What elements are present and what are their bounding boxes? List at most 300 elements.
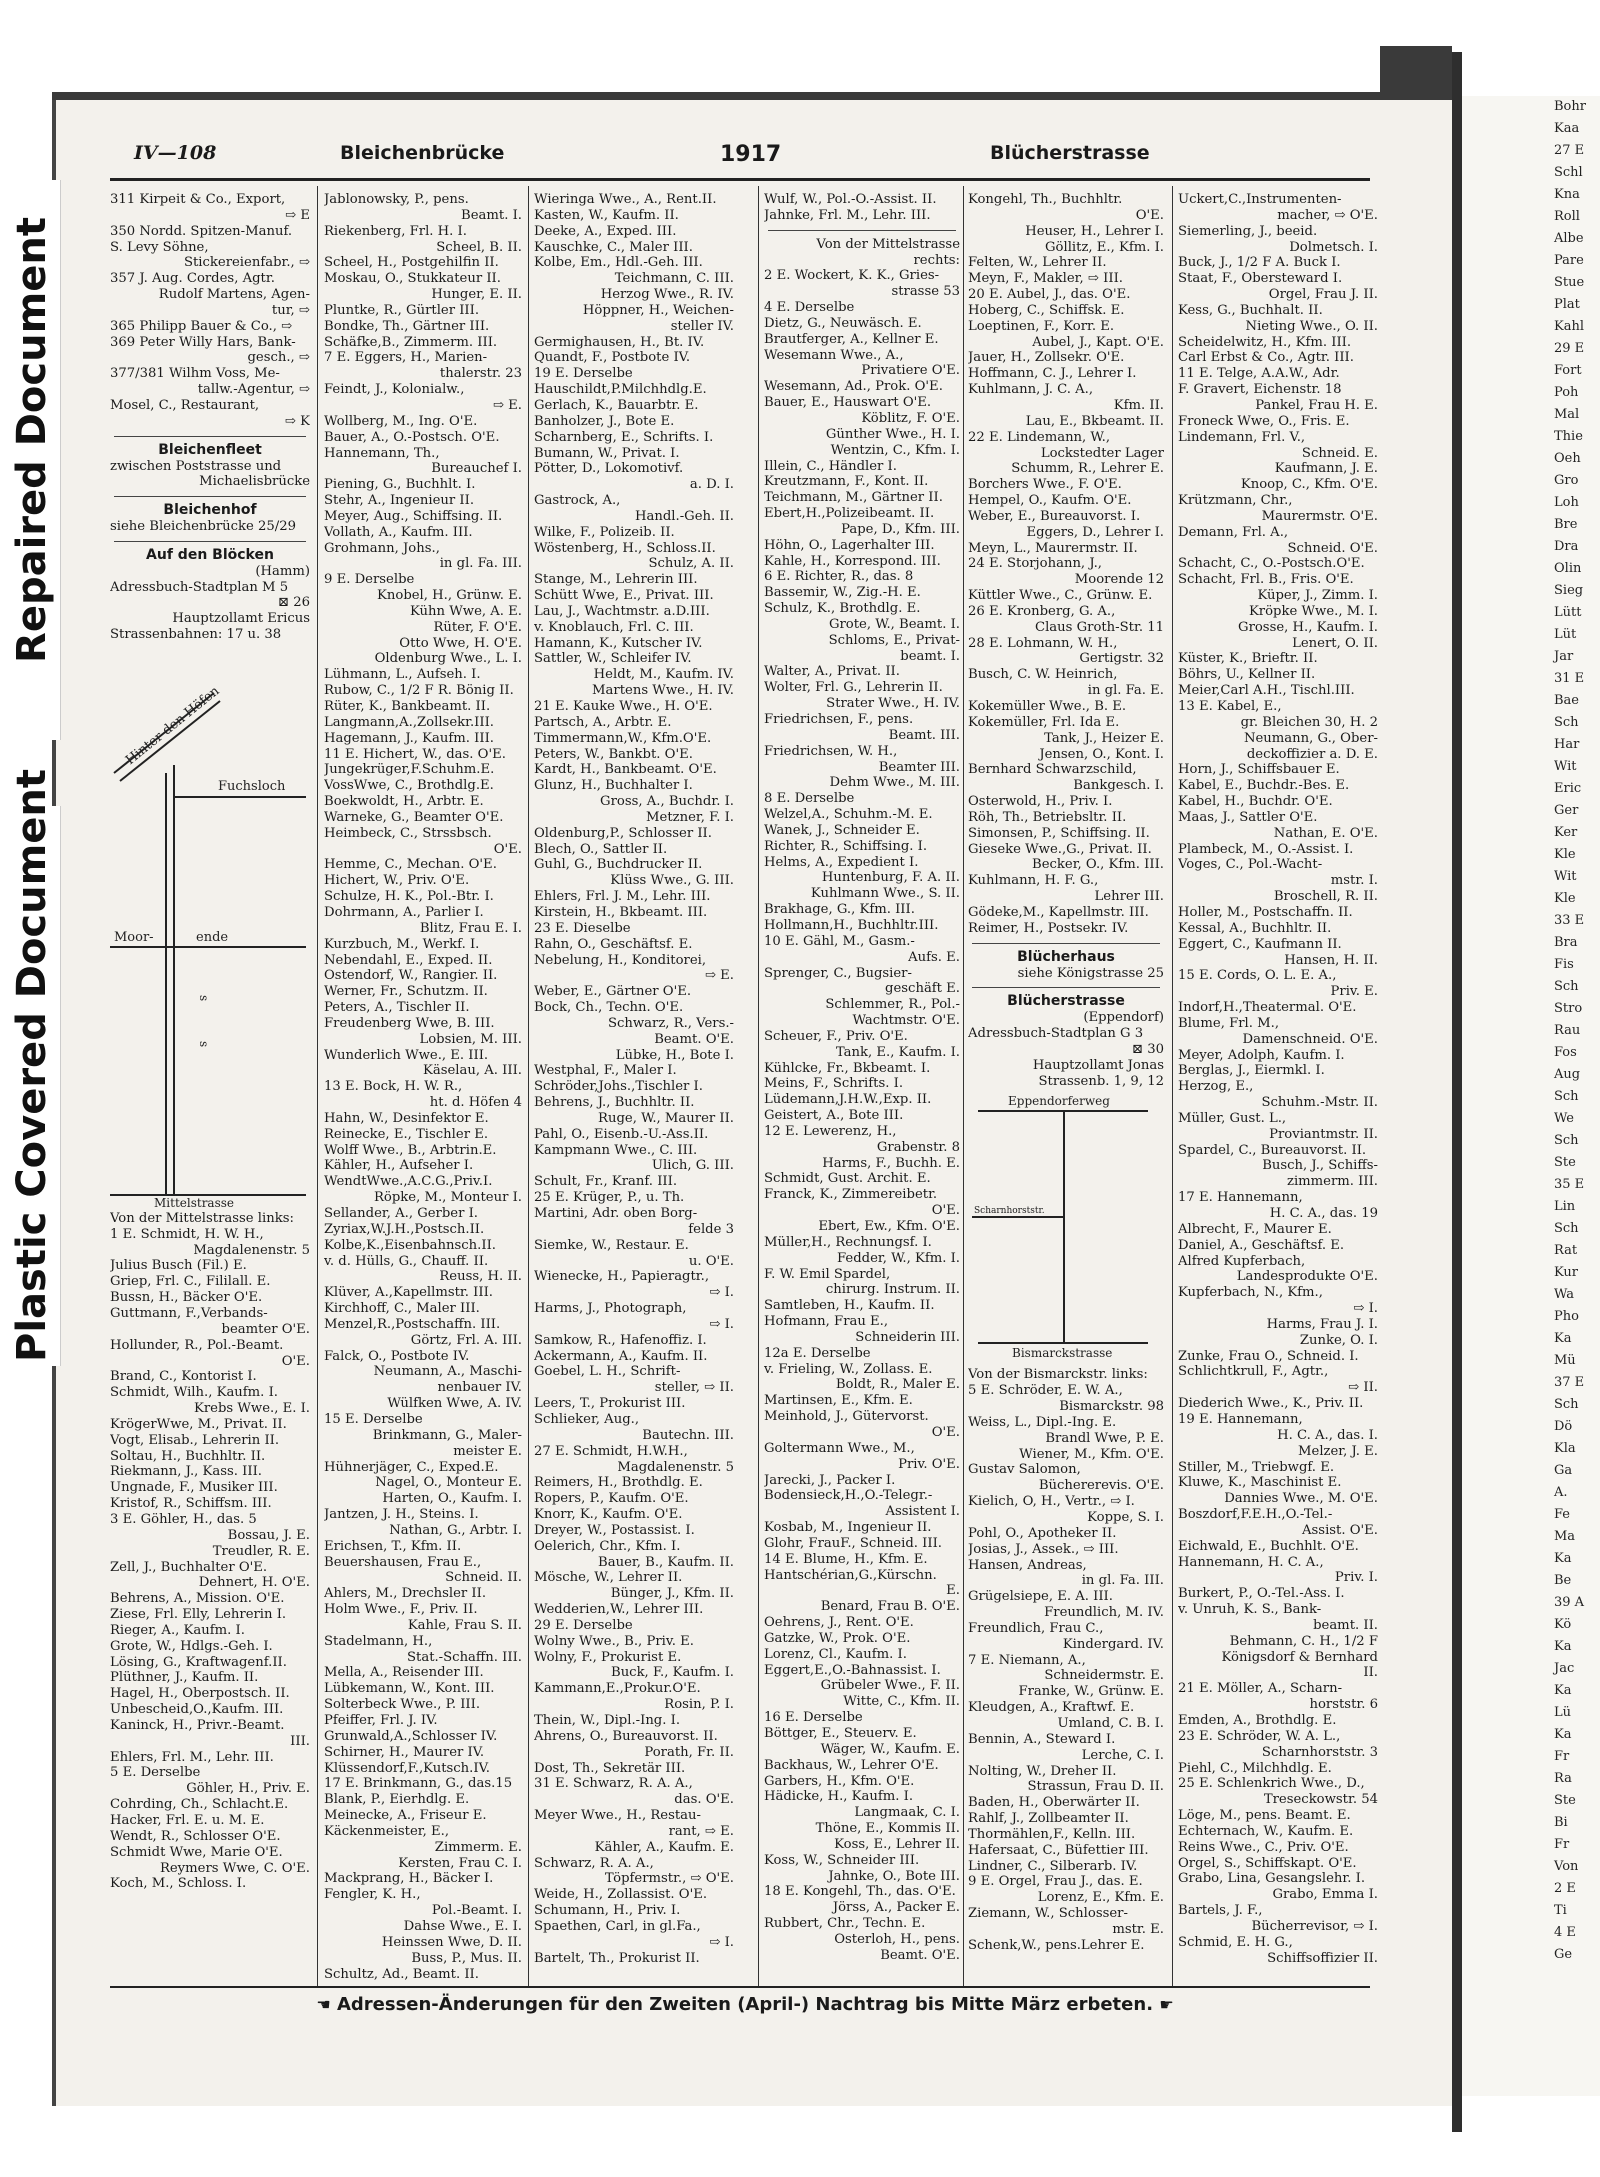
address-entry: Uckert,C.,Instrumenten-	[1178, 192, 1342, 207]
address-entry: 19 E. Derselbe	[534, 366, 633, 382]
address-entry: Bumann, W., Privat. I.	[534, 445, 680, 461]
adjacent-page-fragment: Ste	[1554, 1155, 1576, 1170]
address-entry: 27 E. Schmidt, H.W.H.,	[534, 1443, 688, 1459]
address-entry: Meyer Wwe., H., Restau-	[534, 1808, 701, 1824]
adjacent-page-fragment: Fis	[1554, 957, 1574, 972]
address-entry: Grabo, Emma I.	[1272, 1887, 1378, 1903]
address-entry: tallw.-Agentur, ⇨	[197, 382, 310, 398]
street-name-mittelstrasse: Mittelstrasse	[154, 1195, 234, 1207]
adjacent-page-fragment: Wa	[1554, 1287, 1574, 1302]
address-entry: Bernhard Schwarzschild,	[968, 762, 1137, 778]
address-entry: Kolbe, Em., Hdl.-Geh. III.	[534, 255, 703, 271]
address-entry: Blitz, Frau E. I.	[419, 920, 522, 936]
address-entry: Falck, O., Postbote IV.	[324, 1348, 470, 1364]
address-entry: Schuhm.-Mstr. II.	[1261, 1095, 1378, 1111]
address-entry: Spaethen, Carl, in gl.Fa.,	[534, 1918, 701, 1934]
address-entry: Ebert,H.,Polizeibeamt. II.	[764, 506, 935, 522]
address-entry: 13 E. Bock, H. W. R.,	[324, 1079, 463, 1095]
address-entry: Thöne, E., Kommis II.	[815, 1821, 960, 1837]
address-entry: Schmidt, Gust. Archit. E.	[764, 1171, 931, 1187]
address-entry: Nolting, W., Dreher II.	[968, 1763, 1117, 1779]
address-entry: Mösche, W., Lehrer II.	[534, 1570, 683, 1586]
address-entry: Rahn, O., Geschäftsf. E.	[534, 936, 693, 952]
address-entry: Treseckowstr. 54	[1263, 1792, 1378, 1808]
address-entry: Strassenb. 1, 9, 12	[1038, 1073, 1164, 1089]
address-entry: Berglas, J., Eiermkl. I.	[1178, 1063, 1325, 1079]
address-entry: Warneke, G., Beamter O'E.	[324, 809, 504, 825]
address-entry: Hühnerjäger, C., Exped.E.	[324, 1459, 499, 1475]
page-top-edge	[52, 92, 1452, 100]
address-entry: Schlieker, Aug.,	[534, 1411, 640, 1427]
address-entry: v. d. Hülls, G., Chauff. II.	[324, 1253, 489, 1269]
adjacent-page-fragment: Lüt	[1554, 627, 1577, 642]
address-entry: Daniel, A., Geschäftsf. E.	[1178, 1237, 1345, 1253]
address-entry: Solterbeck Wwe., P. III.	[324, 1697, 481, 1713]
address-entry: Böttger, E., Steuerv. E.	[764, 1726, 917, 1741]
address-entry: Illein, C., Händler I.	[764, 458, 897, 474]
address-entry: 8 E. Derselbe	[764, 791, 855, 807]
address-entry: Hantschérian,G.,Kürschn.	[764, 1567, 937, 1583]
street-name-bismarckstrasse: Bismarckstrasse	[1012, 1346, 1113, 1361]
address-entry: Kokemüller, Frl. Ida E.	[968, 714, 1120, 730]
page-binding-edge	[1452, 52, 1462, 2132]
address-entry: Voges, C., Pol.-Wacht-	[1178, 857, 1323, 873]
footer-text: Adressen-Änderungen für den Zweiten (April-) Nachtrag bis Mitte März erbeten.	[336, 1994, 1154, 2015]
address-entry: Nathan, E. O'E.	[1273, 825, 1378, 841]
column-divider	[963, 186, 964, 1986]
address-entry: Gatzke, W., Prok. O'E.	[764, 1630, 911, 1646]
address-entry: 6 E. Richter, R., das. 8	[764, 569, 914, 585]
address-entry: Wunderlich Wwe., E. III.	[324, 1047, 489, 1063]
address-entry: Boekwoldt, H., Arbtr. E.	[324, 794, 484, 810]
address-entry: Kreutzmann, F., Kont. II.	[764, 474, 929, 490]
address-entry: Gustav Salomon,	[968, 1462, 1081, 1478]
address-entry: Rüter, F. O'E.	[433, 619, 522, 635]
address-entry: Müller, Gust. L.,	[1178, 1110, 1287, 1126]
address-entry: Höppner, H., Weichen-	[582, 302, 734, 318]
directory-column-6	[1178, 192, 1378, 1982]
address-entry: Wolny, F., Prokurist E.	[534, 1649, 682, 1665]
address-entry: Grügelsiepe, E. A. III.	[968, 1589, 1113, 1605]
address-entry: Jungekrüger,F.Schuhm.E.	[324, 762, 495, 778]
address-entry: beamt. II.	[1313, 1617, 1378, 1633]
adjacent-page-fragment: Lütt	[1554, 605, 1582, 620]
address-entry: Buck, F., Kaufm. I.	[611, 1665, 734, 1681]
address-entry: Kessal, A., Buchhltr. II.	[1178, 920, 1332, 936]
address-entry: Wanek, J., Schneider E.	[764, 822, 920, 838]
address-entry: Gross, A., Buchdr. I.	[600, 794, 734, 810]
address-entry: Scheel, B. II.	[436, 239, 522, 255]
address-entry: Kindergard. IV.	[1062, 1636, 1164, 1652]
address-entry: Brandl Wwe, P. E.	[1045, 1430, 1164, 1446]
address-entry: Richter, R., Schiffsing. I.	[764, 838, 928, 854]
adjacent-page-fragment: Sch	[1554, 1221, 1579, 1236]
address-entry: Wedderien,W., Lehrer III.	[534, 1602, 704, 1618]
address-entry: Baden, H., Oberwärter II.	[968, 1795, 1140, 1811]
address-entry: Jablonowsky, P., pens.	[324, 192, 469, 207]
address-entry: Eggert,E.,O.-Bahnassist. I.	[764, 1662, 941, 1678]
address-entry: Kfm. II.	[1113, 397, 1164, 413]
address-entry: Aubel, J., Kapt. O'E.	[1032, 334, 1164, 350]
address-entry: Beuershausen, Frau E.,	[324, 1554, 482, 1570]
address-entry: Röpke, M., Monteur I.	[374, 1190, 522, 1206]
address-entry: Priv. O'E.	[898, 1456, 960, 1472]
address-entry: Peters, W., Bankbt. O'E.	[534, 746, 693, 762]
address-entry: Schenk,W., pens.Lehrer E.	[968, 1937, 1145, 1953]
adjacent-page-fragment: Roll	[1554, 209, 1580, 224]
address-entry: 357 J. Aug. Cordes, Agtr.	[110, 271, 275, 287]
address-entry: Brautferger, A., Kellner E.	[764, 331, 939, 347]
address-entry: Wäger, W., Kaufm. E.	[820, 1741, 960, 1757]
address-entry: Fengler, K. H.,	[324, 1887, 421, 1903]
address-entry: Wieringa Wwe., A., Rent.II.	[534, 192, 717, 207]
address-entry: Kaufmann, J. E.	[1274, 461, 1378, 477]
address-entry: Lösing, G., Kraftwagenf.II.	[110, 1654, 287, 1670]
address-entry: Banholzer, J., Bote E.	[534, 413, 675, 429]
address-entry: Kauschke, C., Maler III.	[534, 239, 693, 255]
address-entry: 4 E. Derselbe	[764, 300, 855, 316]
address-entry: macher, ⇨ O'E.	[1277, 207, 1378, 223]
address-entry: Lorenz, Cl., Kaufm. I.	[764, 1646, 907, 1662]
address-entry: Meier,Carl A.H., Tischl.III.	[1178, 683, 1355, 699]
address-entry: Moskau, O., Stukkateur II.	[324, 271, 501, 287]
address-entry: Scharnhorststr. 3	[1261, 1744, 1378, 1760]
adjacent-page-fragment: Ka	[1554, 1551, 1572, 1566]
address-entry: Wülfken Wwe, A. IV.	[387, 1396, 522, 1412]
adjacent-page-fragment: Ka	[1554, 1727, 1572, 1742]
address-entry: Moorende 12	[1074, 572, 1164, 588]
adjacent-page-fragment: Rat	[1554, 1243, 1578, 1258]
address-entry: Nebendahl, E., Exped. II.	[324, 952, 493, 968]
address-entry: ⊠ 30	[1131, 1041, 1164, 1057]
address-entry: Maas, J., Sattler O'E.	[1178, 809, 1318, 825]
address-entry: Koppe, S. I.	[1087, 1510, 1164, 1525]
header-year: 1917	[720, 142, 782, 167]
address-entry: Jarecki, J., Packer I.	[764, 1472, 896, 1488]
street-name-moorende-end: ende	[196, 929, 229, 945]
address-entry: gr. Bleichen 30, H. 2	[1240, 714, 1378, 730]
address-entry: Lockstedter Lager	[1040, 445, 1164, 461]
address-entry: Krebs Wwe., E. I.	[194, 1401, 310, 1417]
address-entry: 15 E. Cords, O. L. E. A.,	[1178, 968, 1337, 984]
address-entry: Schloms, E., Privat-	[828, 632, 960, 648]
address-entry: ⇨ E.	[704, 968, 734, 984]
adjacent-page-fragment: Fr	[1554, 1837, 1570, 1852]
address-entry: Piening, G., Buchhlt. I.	[324, 477, 476, 493]
address-entry: chirurg. Instrum. II.	[825, 1282, 960, 1298]
address-entry: Wiener, M., Kfm. O'E.	[1019, 1446, 1164, 1462]
address-entry: Osterloh, H., pens.	[834, 1931, 960, 1947]
address-entry: Reymers Wwe, C. O'E.	[159, 1860, 310, 1876]
address-entry: Hollmann,H., Buchhltr.III.	[764, 917, 939, 933]
address-entry: Rubow, C., 1/2 F R. Bönig II.	[324, 683, 514, 699]
address-entry: Mella, A., Reisender III.	[324, 1665, 484, 1681]
address-entry: Heuser, H., Lehrer I.	[1025, 223, 1164, 239]
address-entry: Behmann, C. H., 1/2 F	[1229, 1633, 1378, 1649]
sticker-label: Repaired Document	[9, 217, 55, 663]
address-entry: Schumm, R., Lehrer E.	[1011, 461, 1164, 477]
adjacent-page-fragment: Ga	[1554, 1463, 1573, 1478]
address-entry: Schmid, E. H. G.,	[1178, 1934, 1293, 1950]
address-entry: Hahn, W., Desinfektor E.	[324, 1110, 489, 1126]
address-entry: Hagemann, J., Kaufm. III.	[324, 730, 494, 746]
address-entry: Westphal, F., Maler I.	[534, 1063, 677, 1079]
address-entry: Schäfke,B., Zimmerm. III.	[324, 334, 498, 350]
address-entry: 13 E. Kabel, E.,	[1178, 699, 1282, 714]
adjacent-page-fragment: Ste	[1554, 1793, 1576, 1808]
address-entry: Schumann, H., Priv. I.	[534, 1903, 681, 1919]
address-entry: 9 E. Orgel, Frau J., das. E.	[968, 1874, 1143, 1890]
adjacent-page-strip	[1462, 96, 1600, 2096]
address-entry: Kröpke Wwe., M. I.	[1248, 603, 1378, 619]
adjacent-page-fragment: Sch	[1554, 1397, 1579, 1412]
address-entry: Alfred Kupferbach,	[1178, 1253, 1306, 1269]
address-entry: Jahnke, Frl. M., Lehr. III.	[764, 207, 931, 223]
address-entry: 3 E. Göhler, H., das. 5	[110, 1511, 257, 1527]
address-entry: 22 E. Lindemann, W.,	[968, 429, 1111, 445]
header-end-street: Blücherstrasse	[990, 142, 1150, 164]
address-entry: Sellander, A., Gerber I.	[324, 1206, 478, 1221]
address-entry: Meyn, F., Makler, ⇨ III.	[968, 271, 1123, 287]
address-entry: Albrecht, F., Maurer E.	[1178, 1221, 1332, 1237]
adjacent-page-fragment: Bra	[1554, 935, 1578, 950]
address-entry: Broschell, R. II.	[1273, 889, 1378, 905]
address-entry: Krützmann, Chr.,	[1178, 493, 1293, 509]
address-entry: Gieseke Wwe.,G., Privat. II.	[968, 841, 1152, 857]
adjacent-page-fragment: Sch	[1554, 1133, 1579, 1148]
address-entry: Teichmann, C. III.	[614, 271, 734, 287]
address-entry: Guttmann, F.,Verbands-	[110, 1306, 268, 1321]
address-entry: strasse 53	[891, 284, 960, 300]
directory-column-1	[110, 192, 310, 1982]
address-entry: Zimmerm. E.	[434, 1839, 522, 1855]
address-entry: 17 E. Hannemann,	[1178, 1190, 1303, 1206]
address-entry: Ahlers, M., Drechsler II.	[324, 1586, 487, 1602]
address-entry: Kahle, H., Korrespond. III.	[764, 553, 941, 569]
address-entry: KrögerWwe, M., Privat. II.	[110, 1416, 287, 1432]
address-entry: Hafersaat, C., Büfettier III.	[968, 1842, 1149, 1858]
address-entry: Von der Mittelstrasse links:	[110, 1210, 294, 1226]
address-entry: Meinhold, J., Gütervorst.	[764, 1409, 929, 1425]
address-entry: rant, ⇨ E.	[668, 1823, 734, 1839]
address-entry: O'E.	[493, 841, 522, 857]
adjacent-page-fragment: Mal	[1554, 407, 1580, 422]
address-entry: Heinssen Wwe, D. II.	[381, 1934, 522, 1950]
address-entry: (Eppendorf)	[1083, 1010, 1164, 1026]
address-entry: Bureauchef I.	[431, 461, 522, 477]
address-entry: Schacht, C., O.-Postsch.O'E.	[1178, 556, 1365, 572]
address-entry: Bondke, Th., Gärtner III.	[324, 318, 490, 334]
address-entry: 23 E. Schröder, W. A. L.,	[1178, 1728, 1341, 1744]
address-entry: Privatiere O'E.	[861, 363, 960, 379]
address-entry: Langmaak, C. I.	[854, 1805, 960, 1821]
address-entry: siehe Königstrasse 25	[1017, 965, 1164, 981]
adjacent-page-fragment: Wit	[1554, 759, 1577, 774]
address-entry: Harten, O., Kaufm. I.	[382, 1491, 522, 1507]
address-entry: Brinkmann, G., Maler-	[372, 1427, 522, 1443]
address-entry: Teichmann, M., Gärtner II.	[764, 490, 943, 506]
address-entry: Lau, E., Bkbeamt. II.	[1025, 413, 1164, 429]
adjacent-page-fragment: Mü	[1554, 1353, 1576, 1368]
address-entry: Schneidermstr. E.	[1044, 1668, 1164, 1684]
column-divider	[317, 186, 318, 1986]
address-entry: Porath, Fr. II.	[644, 1744, 734, 1760]
address-entry: Rieger, A., Kaufm. I.	[110, 1622, 245, 1638]
address-entry: Ehlers, Frl. M., Lehr. III.	[110, 1749, 274, 1765]
page-corner-shadow	[1380, 46, 1452, 96]
address-entry: Wendt, R., Schlosser O'E.	[110, 1828, 281, 1844]
address-entry: Becker, O., Kfm. III.	[1032, 857, 1164, 873]
address-entry: Buck, J., 1/2 F A. Buck I.	[1178, 255, 1341, 271]
address-entry: Kasten, W., Kaufm. II.	[534, 207, 679, 223]
address-entry: 11 E. Hichert, W., das. O'E.	[324, 746, 506, 762]
address-entry: Kokemüller Wwe., B. E.	[968, 699, 1127, 714]
address-entry: zwischen Poststrasse und	[110, 458, 282, 474]
address-entry: Bartels, J. F.,	[1178, 1903, 1263, 1919]
address-entry: Wollberg, M., Ing. O'E.	[324, 413, 478, 429]
address-entry: Schult, Fr., Kranf. III.	[534, 1174, 678, 1190]
adjacent-page-fragment: A.	[1554, 1485, 1568, 1500]
address-entry: Grohmann, Johs.,	[324, 540, 440, 556]
address-entry: Kupferbach, N., Kfm.,	[1178, 1285, 1323, 1301]
address-entry: Walter, A., Privat. II.	[764, 664, 900, 680]
address-entry: Bautechn. III.	[642, 1427, 734, 1443]
address-entry: meister E.	[453, 1443, 522, 1459]
map-mark: s	[197, 1040, 211, 1048]
address-entry: Riekmann, J., Kass. III.	[110, 1464, 262, 1480]
page-number: IV—108	[134, 142, 217, 164]
address-entry: Hoberg, C., Schiffsk. E.	[968, 302, 1125, 318]
address-entry: Kaninck, H., Privr.-Beamt.	[110, 1717, 285, 1733]
address-entry: Cohrding, Ch., Schlacht.E.	[110, 1797, 289, 1813]
address-entry: Schlichtkrull, F., Agtr.,	[1178, 1364, 1329, 1380]
sticker-label: Plastic Covered Document	[9, 768, 55, 1362]
adjacent-page-fragment: Ka	[1554, 1683, 1572, 1698]
address-entry: Osterwold, H., Priv. I.	[968, 794, 1113, 810]
adjacent-page-fragment: Ger	[1554, 803, 1579, 818]
adjacent-page-fragment: Dra	[1554, 539, 1579, 554]
address-entry: Hemme, C., Mechan. O'E.	[324, 857, 497, 873]
address-entry: Schneid. E.	[1301, 445, 1378, 461]
address-entry: Adressbuch-Stadtplan G 3	[968, 1026, 1144, 1042]
address-entry: Buss, P., Mus. II.	[411, 1950, 522, 1966]
address-entry: ⇨ E	[285, 207, 310, 223]
address-entry: S. Levy Söhne,	[110, 239, 209, 255]
address-entry: Höhn, O., Lagerhalter III.	[764, 537, 935, 553]
address-entry: Klüver, A.,Kapellmstr. III.	[324, 1285, 493, 1301]
address-entry: in gl. Fa. III.	[439, 556, 522, 572]
address-entry: Hacker, Frl. E. u. M. E.	[110, 1813, 265, 1828]
address-entry: Treudler, R. E.	[212, 1543, 310, 1559]
running-header	[110, 142, 1380, 172]
address-entry: Hichert, W., Priv. O'E.	[324, 873, 470, 889]
address-entry: (Hamm)	[255, 563, 310, 579]
address-entry: felde 3	[688, 1221, 734, 1237]
address-entry: Horn, J., Schiffsbauer E.	[1178, 762, 1340, 778]
address-entry: Borchers Wwe., F. O'E.	[968, 477, 1122, 493]
address-entry: Staat, F., Obersteward I.	[1178, 271, 1343, 287]
address-entry: Knoop, C., Kfm. O'E.	[1240, 477, 1378, 493]
address-entry: 2 E. Wockert, K. K., Gries-	[764, 268, 940, 284]
adjacent-page-fragment: Dö	[1554, 1419, 1573, 1434]
adjacent-page-fragment: Kna	[1554, 187, 1580, 202]
address-entry: Orgel, S., Schiffskapt. O'E.	[1178, 1855, 1357, 1871]
address-entry: Landesprodukte O'E.	[1236, 1269, 1378, 1285]
address-entry: Hauptzollamt Ericus	[172, 611, 310, 627]
address-entry: Beamt. III.	[888, 727, 960, 743]
address-entry: 14 E. Blume, H., Kfm. E.	[764, 1551, 928, 1567]
adjacent-page-fragment: Gro	[1554, 473, 1579, 488]
adjacent-page-fragment: Schl	[1554, 165, 1583, 180]
address-entry: Lindemann, Frl. V.,	[1178, 429, 1306, 445]
address-entry: Kampmann Wwe., C. III.	[534, 1142, 698, 1158]
address-entry: Schwarz, R. A. A.,	[534, 1855, 654, 1871]
address-entry: Jahnke, O., Bote III.	[828, 1868, 960, 1884]
address-entry: Dehm Wwe., M. III.	[829, 775, 960, 791]
address-entry: Freudenberg Wwe, B. III.	[324, 1015, 495, 1031]
address-entry: Kuhlmann, J. C. A.,	[968, 382, 1094, 398]
adjacent-page-fragment: 31 E	[1554, 671, 1585, 686]
adjacent-page-fragment: Fos	[1554, 1045, 1577, 1060]
address-entry: v. Knoblauch, Frl. C. III.	[534, 619, 694, 635]
address-entry: Schacht, Frl. B., Fris. O'E.	[1178, 572, 1354, 588]
address-entry: Diederich Wwe., K., Priv. II.	[1178, 1396, 1364, 1412]
adjacent-page-fragment: 2 E	[1554, 1881, 1576, 1896]
address-entry: Thein, W., Dipl.-Ing. I.	[534, 1713, 681, 1728]
address-entry: 21 E. Kauke Wwe., H. O'E.	[534, 699, 713, 714]
address-entry: deckoffizier a. D. E.	[1246, 746, 1378, 762]
address-entry: Jensen, O., Kont. I.	[1039, 746, 1164, 762]
adjacent-page-fragment: Kahl	[1554, 319, 1584, 334]
adjacent-page-fragment: 39 A	[1554, 1595, 1585, 1610]
address-entry: Klüss Wwe., G. III.	[610, 873, 734, 889]
address-entry: Dost, Th., Sekretär III.	[534, 1760, 686, 1776]
address-entry: Indorf,H.,Theatermal. O'E.	[1178, 1000, 1357, 1016]
adjacent-page-fragment: Pare	[1554, 253, 1584, 268]
address-entry: Böhrs, U., Kellner II.	[1178, 667, 1316, 683]
address-entry: VossWwe, C., Brothdlg.E.	[324, 778, 494, 794]
street-map-block	[110, 647, 310, 1207]
address-entry: Aufs. E.	[908, 949, 960, 965]
address-entry: Pol.-Beamt. I.	[431, 1903, 522, 1919]
address-entry: 28 E. Lohmann, W. H.,	[968, 635, 1118, 651]
address-entry: Strassun, Frau D. II.	[1027, 1779, 1164, 1795]
address-entry: Blank, P., Eierhdlg. E.	[324, 1792, 470, 1808]
address-entry: Magdalenenstr. 5	[617, 1459, 734, 1475]
address-entry: Lühmann, L., Aufseh. I.	[324, 667, 481, 683]
adjacent-page-fragment: Sch	[1554, 1089, 1579, 1104]
address-entry: Bismarckstr. 98	[1059, 1399, 1164, 1415]
address-entry: Dietz, G., Neuwäsch. E.	[764, 315, 922, 331]
adjacent-page-fragment: Kö	[1554, 1617, 1572, 1632]
address-entry: Thormählen,F., Kelln. III.	[968, 1826, 1136, 1842]
address-entry: Feindt, J., Kolonialw.,	[324, 382, 465, 398]
address-entry: Bünger, J., Kfm. II.	[610, 1586, 734, 1602]
address-entry: Gastrock, A.,	[534, 493, 621, 509]
address-entry: Weiss, L., Dipl.-Ing. E.	[968, 1414, 1117, 1430]
address-entry: Glohr, FrauF., Schneid. III.	[764, 1535, 942, 1551]
address-entry: Reinecke, E., Tischler E.	[324, 1126, 489, 1142]
address-entry: Rubbert, Chr., Techn. E.	[764, 1916, 926, 1932]
address-entry: Knobel, H., Grünw. E.	[377, 588, 522, 604]
address-entry: Kirstein, H., Bkbeamt. III.	[534, 904, 708, 920]
address-entry: Hollunder, R., Pol.-Beamt.	[110, 1337, 284, 1353]
address-entry: Melzer, J. E.	[1298, 1443, 1378, 1459]
address-entry: Bartelt, Th., Prokurist II.	[534, 1950, 700, 1966]
address-entry: Scheuer, F., Priv. O'E.	[764, 1028, 908, 1044]
address-entry: Hauschildt,P.Milchhdlg.E.	[534, 382, 707, 398]
address-entry: Deeke, A., Exped. III.	[534, 223, 677, 239]
